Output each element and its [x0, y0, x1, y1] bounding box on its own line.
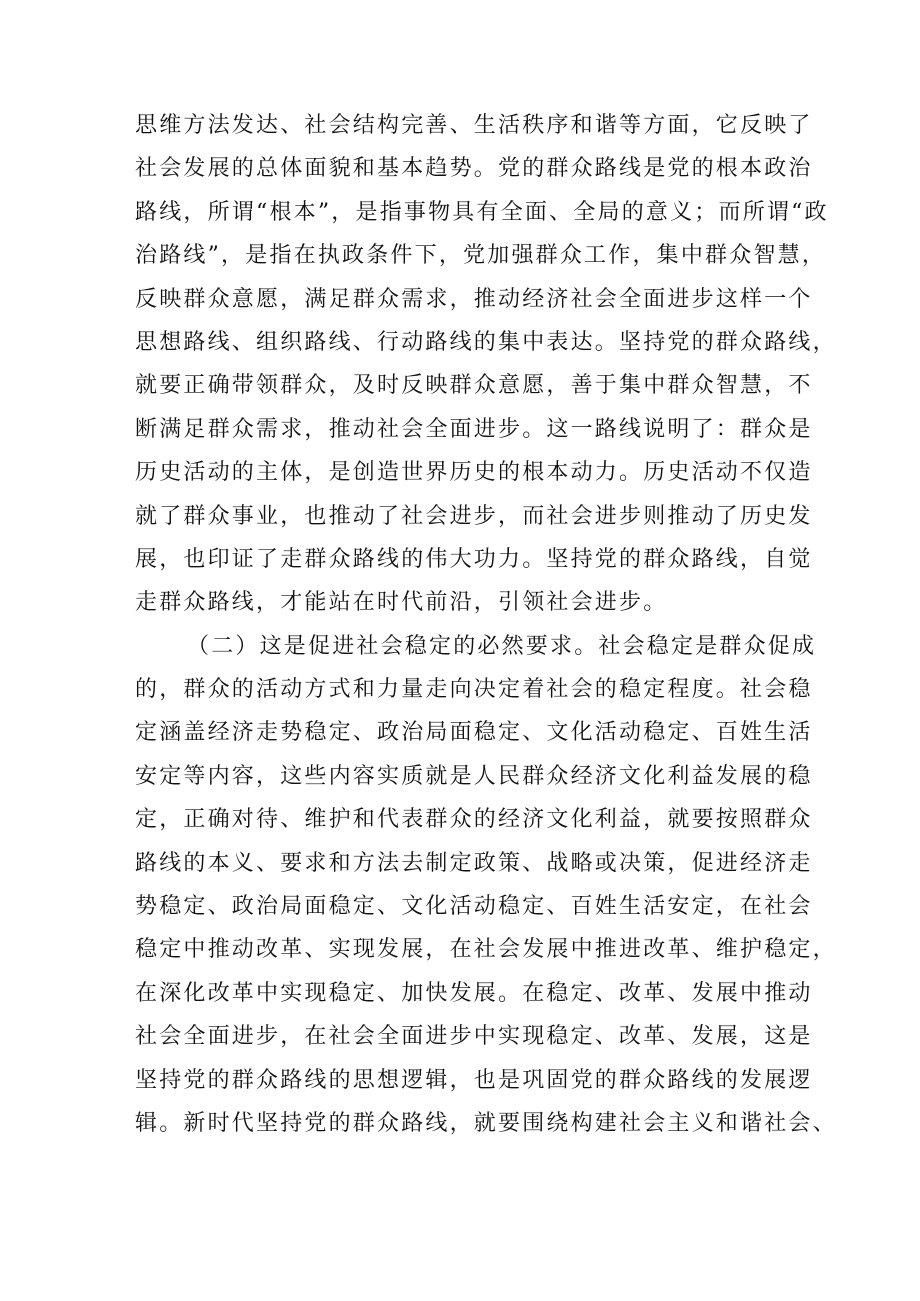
- text-line: 就要正确带领群众，及时反映群众意愿，善于集中群众智慧，不: [135, 373, 813, 399]
- text-line: 稳定中推动改革、实现发展，在社会发展中推进改革、维护稳定，: [135, 937, 837, 963]
- text-line: 思维方法发达、社会结构完善、生活秩序和谐等方面，它反映了: [135, 113, 813, 138]
- text-line: 历史活动的主体，是创造世界历史的根本动力。历史活动不仅造: [135, 460, 813, 486]
- text-line: 社会发展的总体面貌和基本趋势。党的群众路线是党的根本政治: [135, 156, 813, 182]
- text-line: 断满足群众需求，推动社会全面进步。这一路线说明了：群众是: [135, 416, 813, 442]
- text-line: 展，也印证了走群众路线的伟大功力。坚持党的群众路线，自觉: [135, 546, 813, 572]
- text-line: 定，正确对待、维护和代表群众的经济文化利益，就要按照群众: [135, 807, 813, 833]
- text-line: 定涵盖经济走势稳定、政治局面稳定、文化活动稳定、百姓生活: [135, 720, 813, 746]
- text-line: 走群众路线，才能站在时代前沿，引领社会进步。: [135, 590, 668, 616]
- text-line: 就了群众事业，也推动了社会进步，而社会进步则推动了历史发: [135, 503, 813, 529]
- text-line: 在深化改革中实现稳定、加快发展。在稳定、改革、发展中推动: [135, 980, 813, 1006]
- text-line: 社会全面进步，在社会全面进步中实现稳定、改革、发展，这是: [135, 1024, 813, 1050]
- body-text: [135, 104, 837, 1145]
- text-line: 安定等内容，这些内容实质就是人民群众经济文化利益发展的稳: [135, 763, 813, 789]
- text-line: 路线，所谓“根本”，是指事物具有全面、全局的意义；而所谓“政: [135, 199, 829, 225]
- text-line: 的，群众的活动方式和力量走向决定着社会的稳定程度。社会稳: [135, 677, 813, 703]
- text-line: 治路线”，是指在执政条件下，党加强群众工作，集中群众智慧，: [135, 243, 827, 269]
- text-line: 思想路线、组织路线、行动路线的集中表达。坚持党的群众路线，: [135, 329, 837, 355]
- text-line: 路线的本义、要求和方法去制定政策、战略或决策，促进经济走: [135, 850, 813, 876]
- text-line: 坚持党的群众路线的思想逻辑，也是巩固党的群众路线的发展逻: [135, 1067, 813, 1093]
- text-line: 势稳定、政治局面稳定、文化活动稳定、百姓生活安定，在社会: [135, 894, 813, 920]
- text-line: 反映群众意愿，满足群众需求，推动经济社会全面进步这样一个: [135, 286, 813, 312]
- section-heading-line: （二）这是促进社会稳定的必然要求。社会稳定是群众促成: [187, 633, 817, 659]
- text-line: 辑。新时代坚持党的群众路线，就要围绕构建社会主义和谐社会、: [135, 1110, 837, 1136]
